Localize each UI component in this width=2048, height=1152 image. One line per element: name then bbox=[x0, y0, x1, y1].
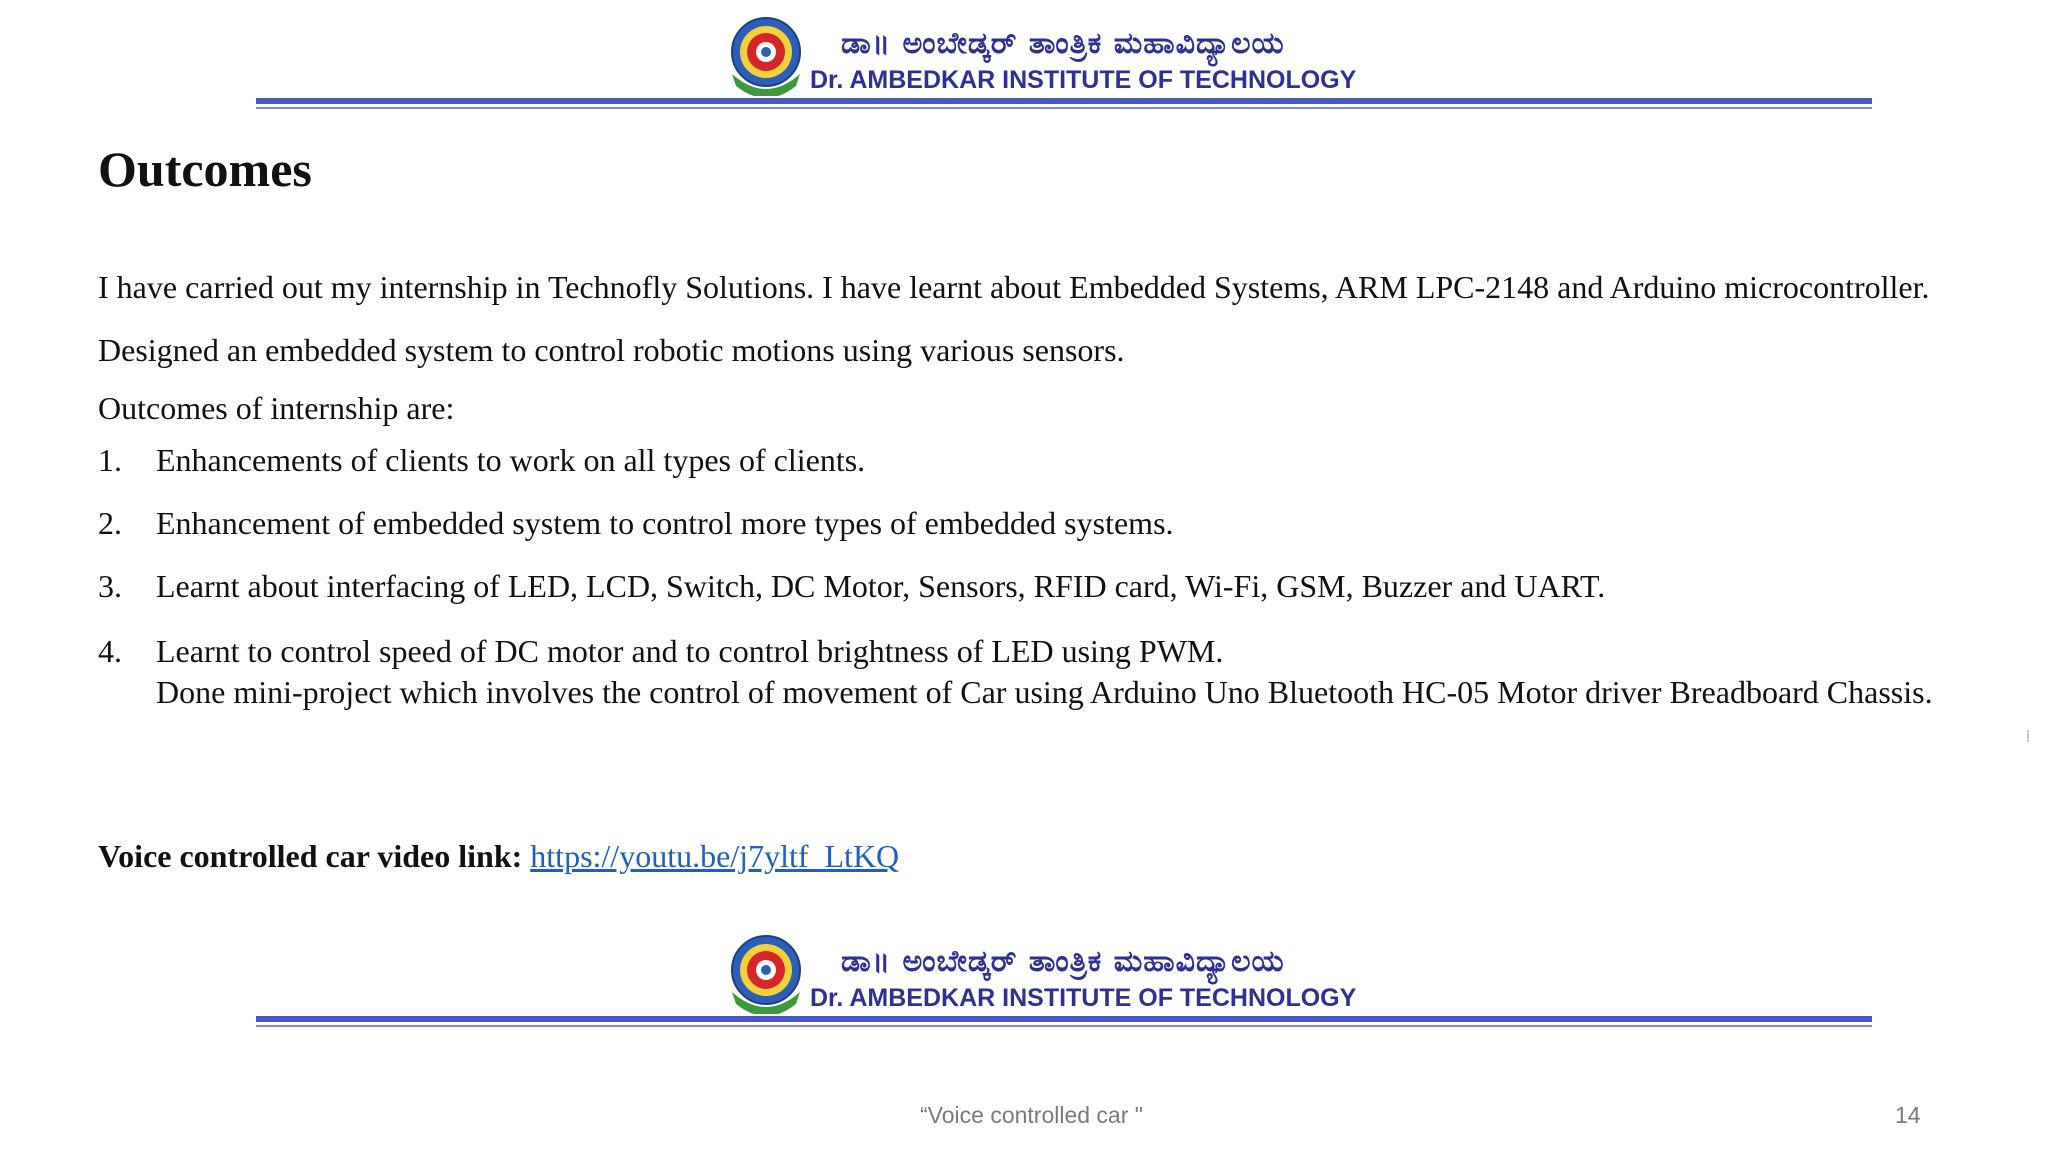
slide-title: Outcomes bbox=[98, 141, 312, 197]
list-item bbox=[98, 442, 1956, 505]
list-text-continuation: Done mini-project which involves the control of movement of Car using Arduino Uno Bluetooth HC-05 Motor driver Breadboard Chassis. bbox=[156, 674, 1933, 710]
institute-name-english: Dr. AMBEDKAR INSTITUTE OF TECHNOLOGY bbox=[810, 984, 1357, 1012]
list-text: Learnt to control speed of DC motor and to control brightness of LED using PWM. bbox=[156, 633, 1224, 669]
institute-logo bbox=[726, 14, 806, 96]
header-rule bbox=[256, 98, 1872, 104]
outcomes-list bbox=[98, 442, 1956, 713]
header-rule-thin bbox=[256, 107, 1872, 109]
footer-rule bbox=[256, 1016, 1872, 1022]
list-item bbox=[98, 631, 1956, 713]
header-banner bbox=[256, 12, 1872, 112]
institute-logo bbox=[726, 932, 806, 1014]
outcomes-subheading: Outcomes of internship are: bbox=[98, 390, 455, 426]
video-link[interactable]: https://youtu.be/j7yltf_LtKQ bbox=[530, 838, 900, 874]
footer-rule-thin bbox=[256, 1025, 1872, 1027]
list-number: 3. bbox=[98, 568, 122, 604]
page-number: 14 bbox=[1895, 1102, 1921, 1128]
institute-name-english: Dr. AMBEDKAR INSTITUTE OF TECHNOLOGY bbox=[810, 66, 1357, 94]
intro-paragraph: I have carried out my internship in Technofly Solutions. I have learnt about Embedded Systems, ARM LPC-2148 and Arduino microcontroller. Designed an embedded system to control robotic motions using various sensors. bbox=[98, 269, 1930, 368]
institute-name-kannada: ಡಾ॥ ಅಂಬೇಡ್ಕರ್ ತಾಂತ್ರಿಕ ಮಹಾವಿದ್ಯಾಲಯ bbox=[841, 26, 1285, 61]
list-item bbox=[98, 568, 1956, 631]
list-text: Enhancements of clients to work on all types of clients. bbox=[156, 442, 866, 478]
list-item bbox=[98, 505, 1956, 568]
video-link-line bbox=[98, 838, 899, 875]
edge-mark bbox=[2027, 730, 2029, 742]
video-link-label: Voice controlled car video link: bbox=[98, 838, 523, 874]
footer-title: “Voice controlled car " bbox=[920, 1102, 1143, 1128]
institute-name-kannada: ಡಾ॥ ಅಂಬೇಡ್ಕರ್ ತಾಂತ್ರಿಕ ಮಹಾವಿದ್ಯಾಲಯ bbox=[841, 944, 1285, 979]
list-number: 2. bbox=[98, 505, 122, 541]
list-text: Learnt about interfacing of LED, LCD, Switch, DC Motor, Sensors, RFID card, Wi-Fi, GSM, Buzzer and UART. bbox=[156, 568, 1606, 604]
list-text: Enhancement of embedded system to control more types of embedded systems. bbox=[156, 505, 1174, 541]
list-number: 1. bbox=[98, 442, 122, 478]
footer-banner bbox=[256, 930, 1872, 1030]
list-number: 4. bbox=[98, 633, 122, 669]
